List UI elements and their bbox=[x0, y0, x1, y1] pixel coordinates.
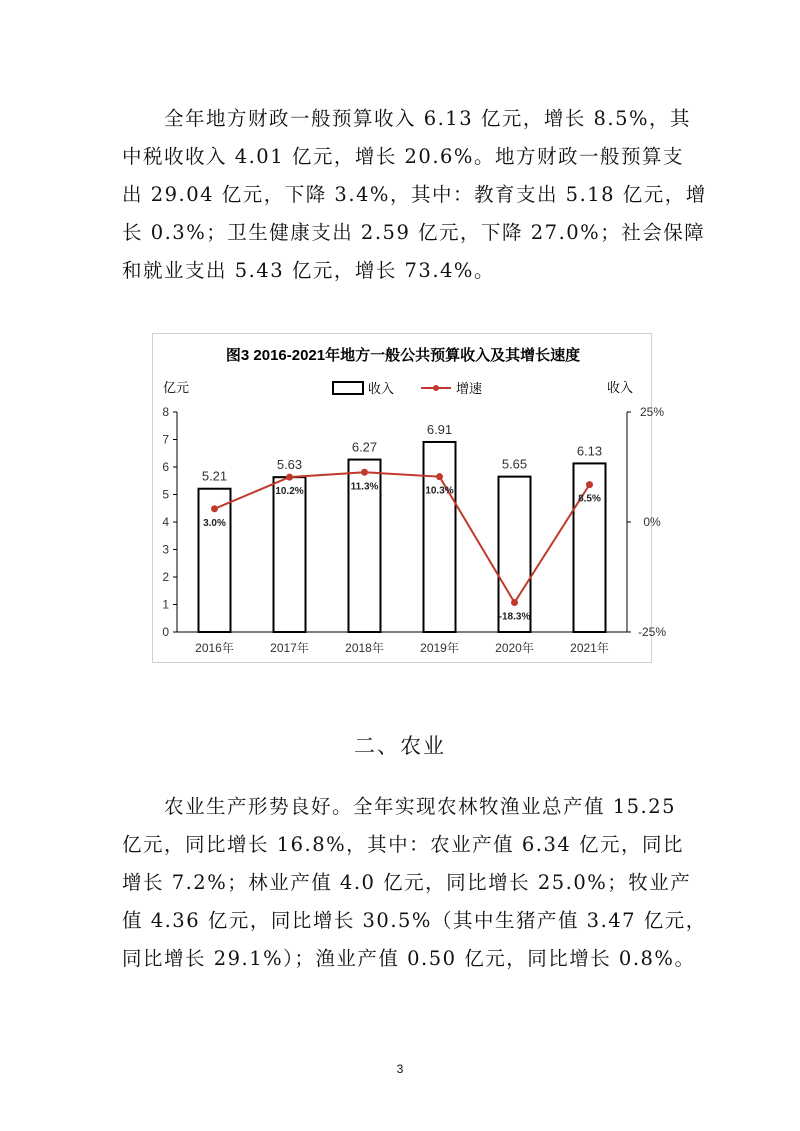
paragraph-line: 出 29.04 亿元，下降 3.4%，其中：教育支出 5.18 亿元，增 bbox=[122, 183, 707, 206]
y-tick-label: 8 bbox=[162, 405, 169, 419]
growth-value-label: 11.3% bbox=[350, 481, 379, 493]
growth-point bbox=[436, 473, 443, 480]
y-axis-label: 亿元 bbox=[163, 380, 190, 395]
revenue-chart bbox=[152, 333, 667, 663]
bar-value-label: 6.91 bbox=[426, 421, 453, 437]
bar-value-label: 5.21 bbox=[201, 468, 228, 484]
legend-line-marker bbox=[433, 385, 439, 391]
paragraph-fiscal-revenue bbox=[122, 100, 707, 290]
paragraph-line: 长 0.3%；卫生健康支出 2.59 亿元，下降 27.0%；社会保障 bbox=[122, 221, 706, 244]
growth-point bbox=[511, 599, 518, 606]
growth-point bbox=[361, 469, 368, 476]
legend-bar-swatch bbox=[333, 382, 363, 394]
legend-line-label: 增速 bbox=[456, 381, 483, 396]
paragraph-line: 亿元，同比增长 16.8%，其中：农业产值 6.34 亿元，同比 bbox=[122, 833, 684, 856]
legend-bar-label: 收入 bbox=[368, 381, 395, 396]
paragraph-agriculture bbox=[122, 788, 707, 978]
x-tick-label: 2017年 bbox=[270, 641, 309, 655]
y2-axis-label: 收入 bbox=[606, 380, 633, 395]
chart-title: 图3 2016-2021年地方一般公共预算收入及其增长速度 bbox=[225, 347, 581, 364]
y-tick-label: 1 bbox=[162, 597, 169, 612]
y2-tick-label: 0% bbox=[643, 515, 661, 529]
paragraph-line: 和就业支出 5.43 亿元，增长 73.4%。 bbox=[122, 259, 495, 282]
y2-tick-label: -25% bbox=[637, 625, 667, 639]
paragraph-line: 增长 7.2%；林业产值 4.0 亿元，同比增长 25.0%；牧业产 bbox=[122, 871, 692, 894]
growth-value-label: 10.3% bbox=[425, 485, 454, 497]
growth-point bbox=[211, 505, 218, 512]
paragraph-line: 农业生产形势良好。全年实现农林牧渔业总产值 15.25 bbox=[164, 795, 677, 818]
x-tick-label: 2020年 bbox=[495, 641, 534, 655]
growth-point bbox=[286, 474, 293, 481]
x-tick-label: 2018年 bbox=[345, 641, 384, 655]
paragraph-line: 中税收收入 4.01 亿元，增长 20.6%。地方财政一般预算支 bbox=[122, 145, 684, 168]
bar-2019年 bbox=[424, 442, 456, 632]
bar-2017年 bbox=[274, 477, 306, 632]
bar-2020年 bbox=[499, 477, 531, 632]
growth-value-label: -18.3% bbox=[498, 611, 531, 623]
y-tick-label: 7 bbox=[162, 432, 169, 447]
y-tick-label: 5 bbox=[162, 487, 169, 502]
growth-value-label: 8.5% bbox=[578, 493, 601, 505]
growth-point bbox=[586, 481, 593, 488]
chart-legend bbox=[333, 381, 482, 396]
bar-value-label: 6.13 bbox=[576, 443, 603, 459]
y-tick-label: 2 bbox=[162, 570, 169, 584]
growth-value-label: 10.2% bbox=[275, 486, 304, 498]
x-tick-label: 2019年 bbox=[420, 641, 459, 655]
bar-value-label: 5.63 bbox=[276, 457, 303, 473]
y-tick-label: 3 bbox=[162, 542, 169, 557]
y-tick-label: 6 bbox=[162, 460, 169, 474]
bar-value-label: 5.65 bbox=[501, 456, 528, 472]
revenue-chart-svg bbox=[153, 334, 667, 664]
y-tick-label: 4 bbox=[162, 515, 169, 529]
growth-value-label: 3.0% bbox=[203, 517, 226, 529]
bar-value-label: 6.27 bbox=[351, 439, 378, 455]
growth-line bbox=[215, 472, 590, 602]
page-number: 3 bbox=[396, 1062, 404, 1076]
y-tick-label: 0 bbox=[162, 625, 169, 639]
x-tick-label: 2016年 bbox=[195, 641, 234, 655]
paragraph-line: 全年地方财政一般预算收入 6.13 亿元，增长 8.5%，其 bbox=[164, 107, 692, 130]
bar-2021年 bbox=[574, 463, 606, 632]
paragraph-line: 值 4.36 亿元，同比增长 30.5%（其中生猪产值 3.47 亿元， bbox=[122, 909, 707, 932]
paragraph-line: 同比增长 29.1%）；渔业产值 0.50 亿元，同比增长 0.8%。 bbox=[122, 947, 696, 970]
x-tick-label: 2021年 bbox=[570, 641, 609, 655]
y2-tick-label: 25% bbox=[639, 405, 665, 419]
section-title-agriculture: 二、农业 bbox=[354, 734, 446, 758]
